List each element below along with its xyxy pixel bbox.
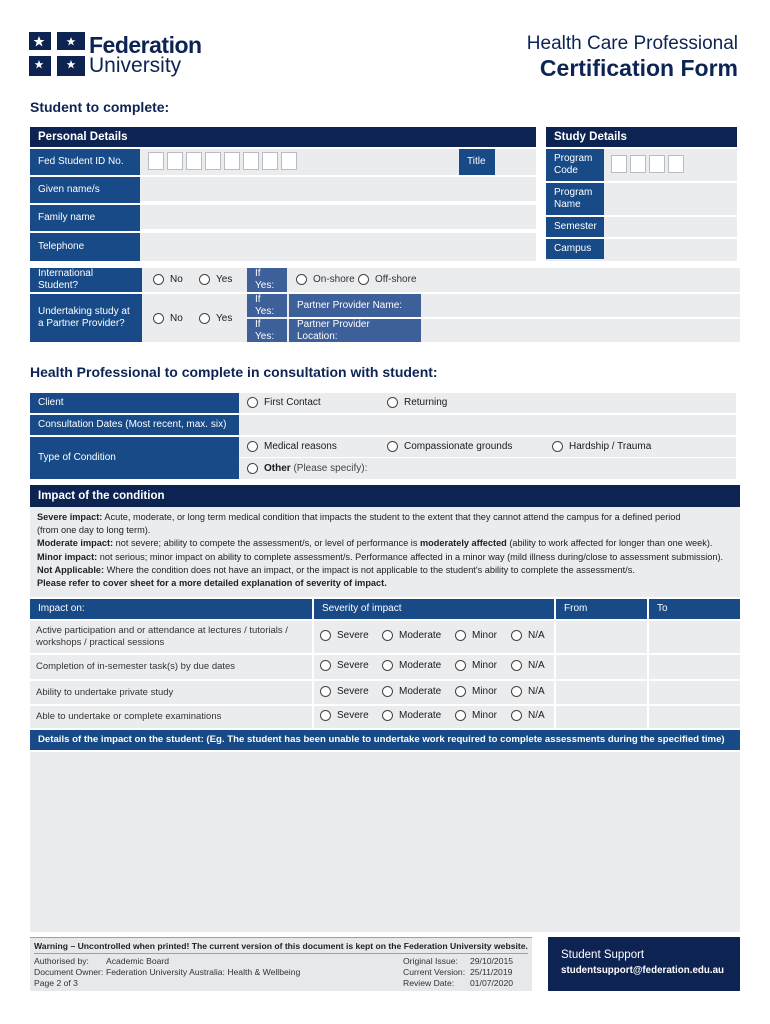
moderate-text-2: (ability to work affected for longer than one week).: [506, 538, 713, 549]
program-code-boxes[interactable]: [611, 155, 687, 175]
row-divider: [546, 215, 737, 217]
consult-label: Consultation Dates (Most recent, max. six): [30, 415, 239, 435]
impact-header: Impact of the condition: [30, 485, 740, 507]
from-date-field[interactable]: [556, 655, 647, 679]
international-label: International Student?: [30, 268, 142, 292]
option-label: N/A: [528, 710, 545, 721]
radio-icon[interactable]: [247, 463, 258, 474]
logo-text-federation: Federation: [89, 32, 202, 58]
page-title: Certification Form: [539, 55, 738, 81]
table-header-from: From: [556, 599, 647, 619]
client-label: Client: [30, 393, 239, 413]
to-date-field[interactable]: [649, 706, 740, 728]
program-name-field[interactable]: [604, 183, 737, 215]
radio-icon[interactable]: [199, 313, 210, 324]
id-box[interactable]: [148, 152, 164, 170]
severity-option-moderate[interactable]: [382, 660, 441, 671]
impact-description: [30, 507, 740, 597]
option-label: Hardship / Trauma: [569, 441, 652, 452]
radio-icon[interactable]: [382, 710, 393, 721]
option-label: On-shore: [313, 274, 355, 285]
hardship-option[interactable]: [552, 441, 651, 452]
review-label: Review Date:: [403, 978, 455, 988]
partner-name-field[interactable]: [421, 294, 740, 317]
radio-icon[interactable]: [247, 397, 258, 408]
radio-icon[interactable]: [455, 710, 466, 721]
severity-option-moderate[interactable]: [382, 710, 441, 721]
partner-name-label: Partner Provider Name:: [289, 294, 421, 317]
orig-label: Original Issue:: [403, 956, 458, 966]
from-date-field[interactable]: [556, 706, 647, 728]
option-label: No: [170, 274, 183, 285]
impact-row-label: Able to undertake or complete examinations: [36, 711, 222, 722]
partner-label: Undertaking study at a Partner Provider?: [30, 294, 142, 342]
radio-icon[interactable]: [247, 441, 258, 452]
minor-term: Minor impact:: [37, 551, 98, 562]
other-option[interactable]: [247, 463, 367, 474]
option-label: Severe: [337, 630, 369, 641]
row-divider: [546, 181, 737, 183]
radio-icon[interactable]: [296, 274, 307, 285]
partner-location-label: Partner Provider Location:: [289, 319, 421, 342]
program-code-label: Program Code: [546, 149, 604, 181]
severity-option-minor[interactable]: [455, 660, 497, 671]
other-note: (Please specify):: [293, 463, 368, 474]
option-label: Compassionate grounds: [404, 441, 513, 452]
details-textarea[interactable]: [30, 752, 740, 932]
partner-yes-option[interactable]: [199, 313, 232, 324]
logo: [29, 32, 219, 80]
severity-option-severe[interactable]: [320, 660, 369, 671]
radio-icon[interactable]: [320, 660, 331, 671]
returning-option[interactable]: [387, 397, 447, 408]
option-label: First Contact: [264, 397, 321, 408]
row-divider: [546, 237, 737, 239]
moderate-term: Moderate impact:: [37, 538, 114, 549]
semester-field[interactable]: [604, 217, 737, 237]
radio-icon[interactable]: [153, 274, 164, 285]
footer-doc-info: [30, 937, 532, 991]
personal-details-header: Personal Details: [30, 127, 536, 147]
option-label: Yes: [216, 313, 233, 324]
option-label: Yes: [216, 274, 233, 285]
radio-icon[interactable]: [199, 274, 210, 285]
student-support-box: [548, 937, 740, 991]
option-label: Returning: [404, 397, 448, 408]
student-id-boxes[interactable]: [148, 152, 300, 172]
option-label: Minor: [472, 630, 498, 641]
owner-label: Document Owner:: [34, 967, 104, 977]
row-divider: [30, 203, 536, 205]
campus-field[interactable]: [604, 239, 737, 259]
id-box[interactable]: [186, 152, 202, 170]
severity-option-na[interactable]: [511, 660, 545, 671]
student-support-email[interactable]: studentsupport@federation.edu.au: [561, 965, 725, 976]
severity-option-na[interactable]: [511, 710, 545, 721]
code-box[interactable]: [630, 155, 646, 173]
option-label: Moderate: [399, 630, 442, 641]
owner-value: Federation University Australia: Health & Wellbeing: [106, 967, 301, 977]
student-id-label: Fed Student ID No.: [30, 149, 140, 175]
option-label: No: [170, 313, 183, 324]
family-name-label: Family name: [30, 205, 140, 231]
severity-option-severe[interactable]: [320, 686, 369, 697]
curr-value: 25/11/2019: [470, 967, 513, 977]
logo-text-university: University: [89, 54, 182, 77]
id-box[interactable]: [281, 152, 297, 170]
option-label: Moderate: [399, 660, 442, 671]
partner-if-yes-label-2: If Yes:: [247, 319, 287, 342]
radio-icon[interactable]: [320, 630, 331, 641]
telephone-field[interactable]: [140, 233, 536, 261]
impact-row-label: Completion of in-semester task(s) by due dates: [36, 661, 236, 672]
footer-left-values: [106, 956, 300, 978]
details-header: Details of the impact on the student: (Eg. The student has been unable to undertake work required to complete assessments during the specified time): [30, 730, 740, 750]
row-divider: [30, 231, 536, 233]
radio-icon[interactable]: [511, 710, 522, 721]
option-label: N/A: [528, 630, 545, 641]
id-box[interactable]: [224, 152, 240, 170]
na-text: Where the condition does not have an impact, or the impact is not applicable to the student's ability to complete the assessment/s.: [104, 564, 635, 575]
id-box[interactable]: [243, 152, 259, 170]
option-label: Off-shore: [375, 274, 417, 285]
id-box[interactable]: [167, 152, 183, 170]
partner-location-field[interactable]: [421, 319, 740, 342]
international-yes-option[interactable]: [199, 274, 232, 285]
refer-note: Please refer to cover sheet for a more detailed explanation of severity of impact.: [37, 578, 387, 589]
to-date-field[interactable]: [649, 621, 740, 653]
severity-option-minor[interactable]: [455, 630, 497, 641]
option-label: Moderate: [399, 685, 442, 697]
given-name-label: Given name/s: [30, 177, 140, 203]
semester-label: Semester: [546, 217, 604, 237]
first-contact-option[interactable]: [247, 397, 321, 408]
radio-icon[interactable]: [552, 441, 563, 452]
orig-value: 29/10/2015: [470, 956, 514, 966]
minor-text: not serious; minor impact on ability to complete assessment/s. Performance affected in a minor way (mild illness during/close to assessment submission).: [97, 551, 724, 562]
id-box[interactable]: [262, 152, 278, 170]
code-box[interactable]: [649, 155, 665, 173]
radio-icon[interactable]: [358, 274, 369, 285]
compassionate-option[interactable]: [387, 441, 512, 452]
severity-option-na[interactable]: [511, 686, 545, 697]
header-subtitle: Health Care Professional: [526, 33, 738, 54]
condition-label: Type of Condition: [30, 437, 239, 479]
option-label: Moderate: [399, 710, 442, 721]
onshore-option[interactable]: [296, 274, 355, 285]
auth-value: Academic Board: [106, 956, 170, 966]
radio-icon[interactable]: [455, 630, 466, 641]
footer-right-values: [470, 956, 513, 989]
campus-label: Campus: [546, 239, 604, 259]
program-name-label: Program Name: [546, 183, 604, 215]
severity-option-minor[interactable]: [455, 710, 497, 721]
radio-icon[interactable]: [320, 710, 331, 721]
option-label: N/A: [528, 685, 545, 697]
section-health-professional-title: Health Professional to complete in consultation with student:: [30, 364, 438, 380]
radio-icon[interactable]: [511, 630, 522, 641]
option-label: Minor: [472, 685, 498, 697]
severe-text: Acute, moderate, or long term medical condition that impacts the student to the extent that they cannot attend the campus for a defined period: [102, 512, 681, 522]
footer-right-labels: [403, 956, 465, 989]
section-student-title: Student to complete:: [30, 99, 170, 115]
curr-label: Current Version:: [403, 967, 466, 977]
moderate-text: not severe; ability to compete the assessment/s, or level of performance is: [113, 538, 420, 549]
severity-option-moderate[interactable]: [382, 686, 441, 697]
radio-icon[interactable]: [320, 686, 331, 697]
radio-icon[interactable]: [382, 630, 393, 641]
offshore-option[interactable]: [358, 274, 417, 285]
medical-option[interactable]: [247, 441, 337, 452]
severity-option-na[interactable]: [511, 630, 545, 641]
table-header-severity: Severity of impact: [314, 599, 554, 619]
radio-icon[interactable]: [511, 660, 522, 671]
logo-emblem-icon: [29, 32, 85, 76]
severity-option-severe[interactable]: [320, 710, 369, 721]
row-divider: [287, 317, 740, 319]
radio-icon[interactable]: [387, 441, 398, 452]
radio-icon[interactable]: [511, 686, 522, 697]
footer-left-labels: [34, 956, 103, 989]
auth-label: Authorised by:: [34, 956, 89, 966]
given-name-field[interactable]: [140, 177, 536, 203]
footer-warning: Warning – Uncontrolled when printed! The current version of this document is kept on the Federation University website.: [34, 941, 528, 951]
radio-icon[interactable]: [382, 686, 393, 697]
study-details-header: Study Details: [546, 127, 737, 147]
severity-option-moderate[interactable]: [382, 630, 441, 641]
family-name-field[interactable]: [140, 205, 536, 231]
partner-no-option[interactable]: [153, 313, 183, 324]
table-header-to: To: [649, 599, 740, 619]
table-header-impact: Impact on:: [30, 599, 312, 619]
moderate-emph: moderately affected: [419, 538, 507, 549]
severe-text-2: (from one day to long term).: [37, 525, 151, 536]
severity-option-minor[interactable]: [455, 686, 497, 697]
option-label: Minor: [472, 660, 498, 671]
impact-row-label: Ability to undertake private study: [36, 686, 174, 698]
review-value: 01/07/2020: [470, 978, 514, 988]
option-label: Medical reasons: [264, 441, 337, 452]
page-number: Page 2 of 3: [34, 978, 78, 988]
radio-icon[interactable]: [455, 686, 466, 697]
severity-option-severe[interactable]: [320, 630, 369, 641]
id-box[interactable]: [205, 152, 221, 170]
consult-dates-field[interactable]: [239, 415, 736, 435]
na-term: Not Applicable:: [37, 564, 105, 575]
partner-if-yes-label-1: If Yes:: [247, 294, 287, 317]
to-date-field[interactable]: [649, 681, 740, 704]
option-label: Severe: [337, 685, 369, 697]
radio-icon[interactable]: [153, 313, 164, 324]
student-support-title: Student Support: [561, 949, 645, 961]
radio-icon[interactable]: [455, 660, 466, 671]
telephone-label: Telephone: [30, 233, 140, 261]
severe-term: Severe impact:: [37, 512, 103, 522]
international-no-option[interactable]: [153, 274, 183, 285]
option-label: N/A: [528, 660, 545, 671]
from-date-field[interactable]: [556, 621, 647, 653]
international-if-yes-label: If Yes:: [247, 268, 287, 292]
option-label: Severe: [337, 660, 369, 671]
impact-row-label: Active participation and or attendance at lectures / tutorials / workshops / practical sessions: [36, 625, 288, 648]
option-label: Severe: [337, 710, 369, 721]
footer-divider: [34, 953, 528, 954]
option-label: Minor: [472, 710, 498, 721]
code-box[interactable]: [611, 155, 627, 173]
radio-icon[interactable]: [382, 660, 393, 671]
code-box[interactable]: [668, 155, 684, 173]
option-label: Other: [264, 463, 291, 474]
from-date-field[interactable]: [556, 681, 647, 704]
row-divider: [30, 175, 536, 177]
to-date-field[interactable]: [649, 655, 740, 679]
row-divider: [239, 457, 736, 458]
title-label: Title: [459, 149, 495, 175]
radio-icon[interactable]: [387, 397, 398, 408]
